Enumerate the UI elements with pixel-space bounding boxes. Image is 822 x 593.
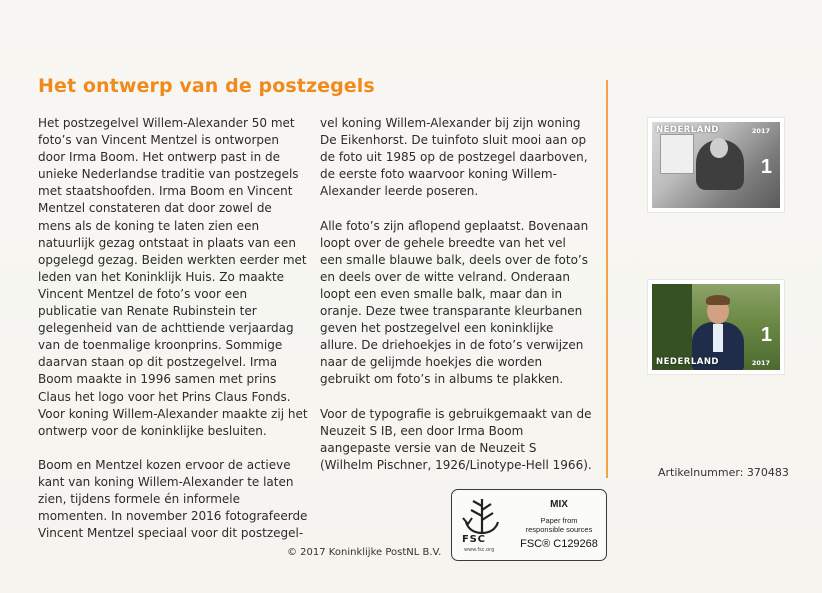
stamp-value: 1	[760, 156, 772, 178]
article-number: Artikelnummer: 370483	[658, 466, 789, 479]
page-title: Het ontwerp van de postzegels	[38, 75, 375, 97]
fsc-paper-text: Paper from responsible sources	[525, 516, 593, 534]
fsc-tree-icon	[460, 496, 504, 536]
fsc-url: www.fsc.org	[464, 547, 495, 553]
fsc-wordmark: FSC	[462, 534, 486, 545]
stamp-childhood-photo	[648, 118, 784, 212]
stamp-image	[652, 284, 780, 370]
stamp-country: NEDERLAND	[656, 125, 719, 135]
text-column-right	[320, 115, 592, 491]
stamp-country: NEDERLAND	[656, 357, 719, 367]
fsc-label	[451, 489, 607, 561]
paragraph: Het postzegelvel Willem-Alexander 50 met foto’s van Vincent Mentzel is ontworpen door Irma Boom. Het ontwerp past in de unieke Nederlandse traditie van postzegels met staatshoofden. Irma Boom en Vincent Mentzel constateren dat door zowel de mens als de koning te laten zien een natuurlijk gezag ontstaat in plaats van een opgelegd gezag. Beiden werkten eerder met leden van het Koninklijk Huis. Zo maakte Vincent Mentzel de foto’s voor een publicatie van Renate Rubinstein ter gelegenheid van de achttiende verjaardag van de toenmalige kroonprins. Sommige daarvan staan op dit postzegelvel. Irma Boom maakte in 1996 samen met prins Claus het logo voor het Prins Claus Fonds. Voor koning Willem-Alexander maakte zij het ontwerp voor de koninklijke besluiten.	[38, 116, 308, 438]
orange-divider	[606, 80, 608, 478]
stamp-garden-photo	[648, 280, 784, 374]
text-column-left	[38, 115, 308, 559]
paragraph: Alle foto’s zijn aflopend geplaatst. Bovenaan loopt over de gehele breedte van het vel een smalle blauwe balk, deels over de foto’s en deels over de witte velrand. Onderaan loopt een even smalle balk, maar dan in oranje. Deze twee transparante kleurbanen geven het postzegelvel een koninklijke allure. De driehoekjes in de foto’s verwijzen naar de gelijmde hoekjes die worden gebruikt om foto’s in albums te plakken.	[320, 218, 589, 387]
stamp-year: 2017	[751, 127, 770, 135]
stamp-value: 1	[760, 324, 772, 346]
paragraph: Voor de typografie is gebruikgemaakt van de Neuzeit S IB, een door Irma Boom aangepaste versie van de Neuzeit S (Wilhelm Pischner, 1926/Linotype-Hell 1966).	[320, 406, 592, 472]
stamp-year: 2017	[751, 359, 770, 367]
paragraph: vel koning Willem-Alexander bij zijn woning De Eikenhorst. De tuinfoto sluit mooi aan op de foto uit 1985 op de postzegel daarboven, de eerste foto waarvoor koning Willem-Alexander leerde poseren.	[320, 116, 588, 199]
fsc-code: FSC® C129268	[520, 538, 598, 550]
paragraph: Boom en Mentzel kozen ervoor de actieve kant van koning Willem-Alexander te laten zien, tijdens formele én informele momenten. In november 2016 fotografeerde Vincent Mentzel speciaal voor dit postzegel-	[38, 457, 308, 541]
stamp-image	[652, 122, 780, 208]
copyright: © 2017 Koninklijke PostNL B.V.	[287, 547, 442, 558]
fsc-mix: MIX	[550, 499, 568, 510]
